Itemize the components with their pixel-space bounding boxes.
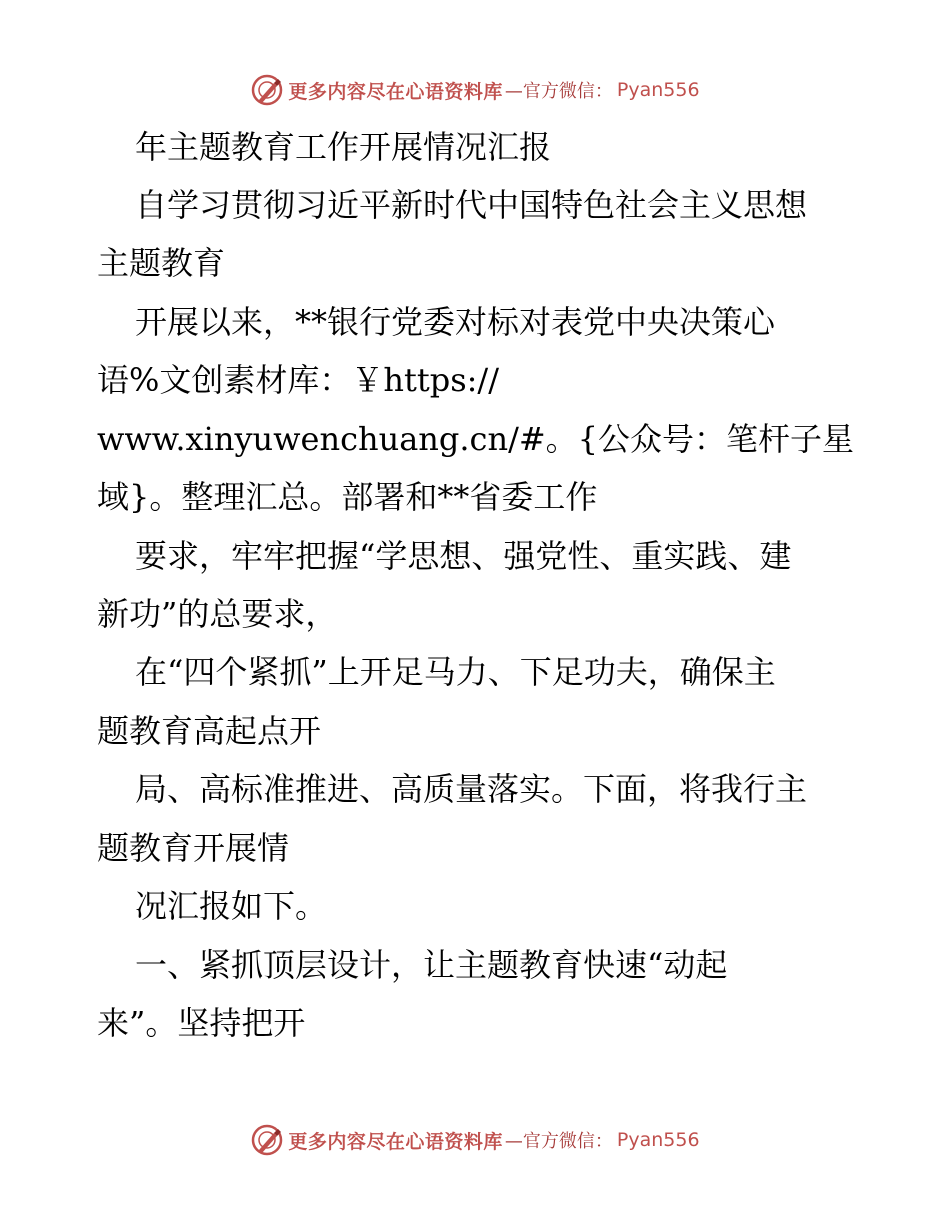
paragraph-line: 开展以来，**银行党委对标对表党中央决策心 [135, 303, 776, 341]
banner-separator-text: —官方微信： [504, 1131, 613, 1152]
paragraph-line: 在“四个紧抓”上开足马力、下足功夫，确保主 [135, 653, 776, 691]
pen-logo-icon [250, 1123, 284, 1157]
section-heading-line: 一、紧抓顶层设计，让主题教育快速“动起 [135, 946, 728, 984]
banner-wechat-id: Pyan556 [616, 79, 700, 101]
paragraph-line: 来”。坚持把开 [97, 1004, 306, 1042]
banner-wechat-id: Pyan556 [616, 1129, 700, 1151]
banner-main-text: 更多内容尽在心语资料库 [288, 1130, 503, 1153]
paragraph-line: 要求，牢牢把握“学思想、强党性、重实践、建 [135, 537, 792, 575]
paragraph-line: 自学习贯彻习近平新时代中国特色社会主义思想 [135, 186, 808, 224]
paragraph-line: 域}。整理汇总。部署和**省委工作 [97, 478, 598, 516]
banner-main-text: 更多内容尽在心语资料库 [288, 80, 503, 103]
paragraph-line: 题教育高起点开 [97, 712, 322, 750]
paragraph-line: 新功”的总要求， [97, 595, 338, 633]
paragraph-line: 局、高标准推进、高质量落实。下面，将我行主 [135, 770, 808, 808]
paragraph-line: 主题教育 [97, 244, 226, 282]
paragraph-line: www.xinyuwenchuang.cn/#。{公众号：笔杆子星 [97, 420, 855, 458]
paragraph-line: 况汇报如下。 [135, 887, 328, 925]
document-title: 年主题教育工作开展情况汇报 [135, 128, 552, 166]
paragraph-line: 语%文创素材库：￥https:// [97, 361, 499, 399]
banner-separator-text: —官方微信： [504, 81, 613, 102]
footer-banner [0, 1120, 950, 1160]
paragraph-line: 题教育开展情 [97, 829, 290, 867]
